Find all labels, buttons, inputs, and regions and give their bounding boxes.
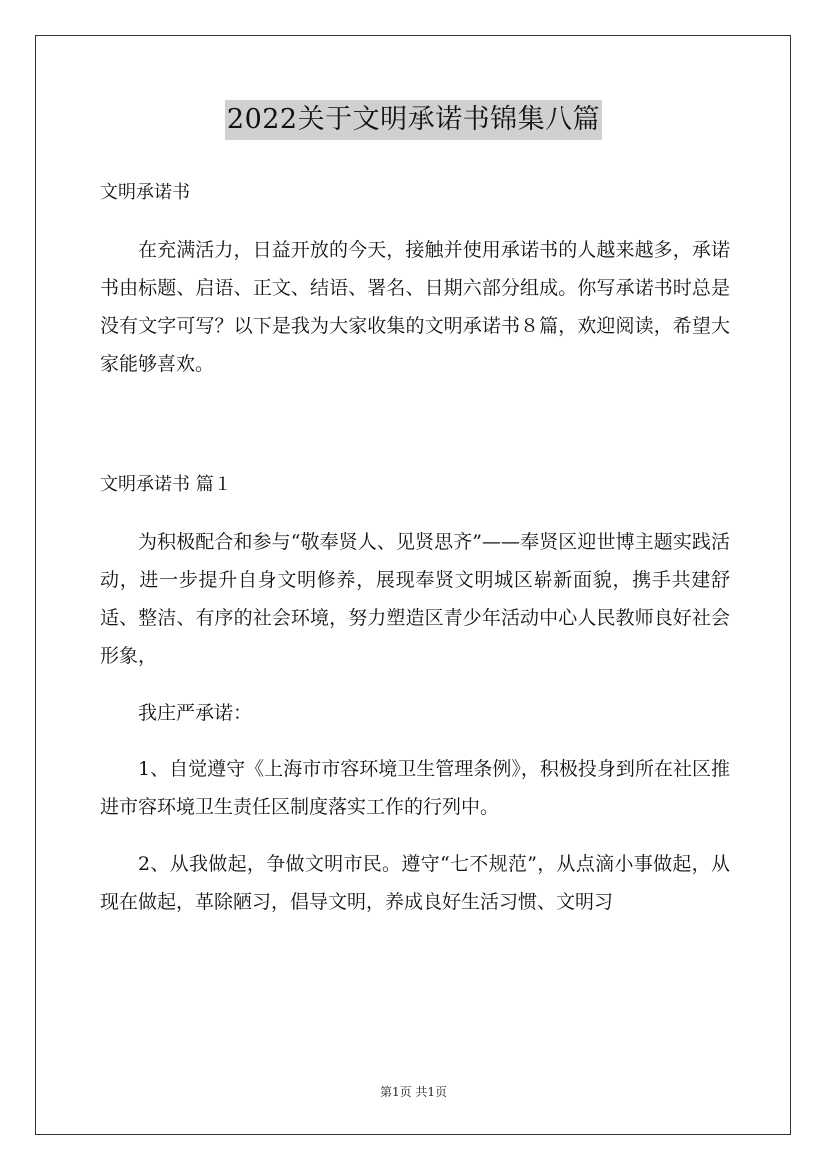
page-number: 第1页 共1页	[379, 1085, 448, 1099]
section-heading: 文明承诺书 篇１	[100, 474, 232, 495]
body-paragraph-4: 2、从我做起，争做文明市民。遵守“七不规范”，从点滴小事做起，从现在做起，革除陋习，倡导文明，养成良好生活习惯、文明习	[100, 853, 730, 913]
intro-paragraph: 在充满活力，日益开放的今天，接触并使用承诺书的人越来越多，承诺书由标题、启语、正文、结语、署名、日期六部分组成。你写承诺书时总是没有文字可写？以下是我为大家收集的文明承诺书８篇，欢迎阅读，希望大家能够喜欢。	[100, 239, 730, 375]
body-paragraph-3: 1、自觉遵守《上海市市容环境卫生管理条例》，积极投身到所在社区推进市容环境卫生责任区制度落实工作的行列中。	[100, 758, 730, 818]
page-footer	[0, 1084, 827, 1100]
title-container	[0, 100, 827, 140]
document-title: 2022关于文明承诺书锦集八篇	[225, 100, 602, 140]
body-paragraph-2: 我庄严承诺：	[138, 702, 253, 724]
document-body	[100, 174, 730, 940]
section-spacer	[100, 402, 730, 466]
intro-heading: 文明承诺书	[100, 182, 190, 203]
body-paragraph-1: 为积极配合和参与“敬奉贤人、见贤思齐”——奉贤区迎世博主题实践活动，进一步提升自身文明修养，展现奉贤文明城区崭新面貌，携手共建舒适、整洁、有序的社会环境，努力塑造区青少年活动中心人民教师良好社会形象，	[100, 531, 730, 667]
